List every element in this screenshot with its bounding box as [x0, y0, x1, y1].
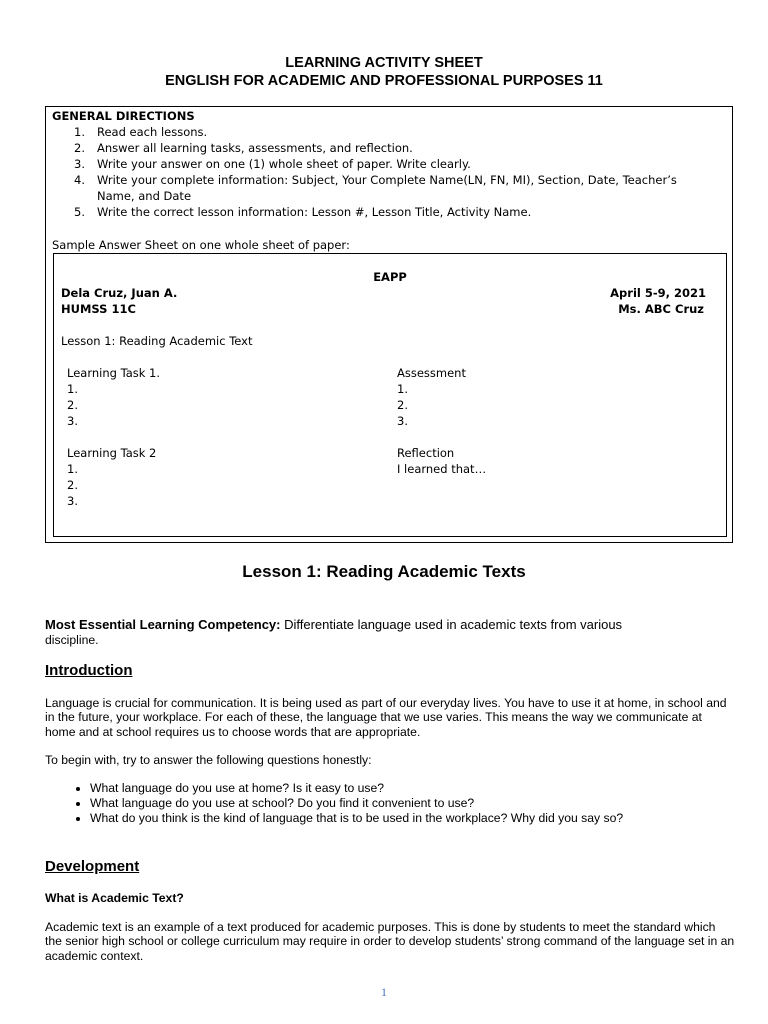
sample-label: Sample Answer Sheet on one whole sheet of paper: [52, 238, 350, 252]
melc-text: Differentiate language used in academic texts from various [280, 617, 623, 632]
page-number: 1 [381, 985, 387, 999]
sample-date: April 5-9, 2021 [610, 286, 706, 300]
sample-subject: EAPP [373, 270, 407, 284]
list-item: • What language do you use at home? Is it easy to use? [90, 781, 623, 796]
direction-text: Write your answer on one (1) whole sheet of paper. Write clearly. [97, 157, 471, 171]
direction-num: 5. [74, 205, 85, 219]
melc-line [45, 617, 622, 632]
melc-text-cont: discipline. [45, 633, 99, 647]
sample-assessment-item: 3. [397, 414, 408, 428]
sample-task1-item: 2. [67, 398, 78, 412]
sample-lesson: Lesson 1: Reading Academic Text [61, 334, 253, 348]
sheet-title: LEARNING ACTIVITY SHEET [285, 55, 483, 71]
development-paragraph: Academic text is an example of a text produced for academic purposes. This is done by students to meet the standard which the senior high school or college curriculum may require in order to develop students’ strong command of the language set in an academic context. [45, 920, 735, 963]
directions-heading: GENERAL DIRECTIONS [52, 109, 195, 123]
direction-text: Write your complete information: Subject, Your Complete Name(LN, FN, MI), Section, Date, Teacher’s [97, 173, 677, 187]
list-item: • What language do you use at school? Do you find it convenient to use? [90, 796, 623, 811]
melc-label: Most Essential Learning Competency: [45, 617, 281, 632]
sample-student-name: Dela Cruz, Juan A. [61, 286, 178, 300]
sample-assessment-item: 1. [397, 382, 408, 396]
sample-task1-item: 1. [67, 382, 78, 396]
direction-text: Answer all learning tasks, assessments, and reflection. [97, 141, 413, 155]
sample-teacher: Ms. ABC Cruz [618, 302, 704, 316]
direction-num: 4. [74, 173, 85, 187]
question-list [45, 781, 623, 825]
sample-reflection-text: I learned that… [397, 462, 487, 476]
sample-task2-item: 1. [67, 462, 78, 476]
sample-task2-item: 3. [67, 494, 78, 508]
sample-assessment-item: 2. [397, 398, 408, 412]
sample-answer-sheet [53, 253, 727, 537]
sample-reflection-title: Reflection [397, 446, 455, 460]
direction-num: 2. [74, 141, 85, 155]
introduction-heading: Introduction [45, 662, 133, 679]
sample-task1-title: Learning Task 1. [67, 366, 161, 380]
direction-text: Write the correct lesson information: Lesson #, Lesson Title, Activity Name. [97, 205, 532, 219]
sample-section: HUMSS 11C [61, 302, 136, 316]
academic-text-subheading: What is Academic Text? [45, 891, 184, 905]
introduction-prompt: To begin with, try to answer the following questions honestly: [45, 753, 372, 767]
directions-box [45, 106, 733, 543]
direction-text: Read each lessons. [97, 125, 208, 139]
development-heading: Development [45, 858, 140, 875]
list-item: • What do you think is the kind of language that is to be used in the workplace? Why did you say so? [90, 811, 623, 826]
introduction-paragraph: Language is crucial for communication. It is being used as part of our everyday lives. You have to use it at home, in school and in the future, your workplace. For each of these, the language that we use varies. This means the way we communicate at home and at school requires us to choose words that are appropriate. [45, 696, 727, 739]
sample-assessment-title: Assessment [397, 366, 466, 380]
direction-num: 1. [74, 125, 85, 139]
sample-task2-title: Learning Task 2 [67, 446, 157, 460]
direction-text-cont: Name, and Date [97, 189, 192, 203]
sample-task1-item: 3. [67, 414, 78, 428]
sample-task2-item: 2. [67, 478, 78, 492]
course-title: ENGLISH FOR ACADEMIC AND PROFESSIONAL PURPOSES 11 [165, 73, 603, 89]
direction-num: 3. [74, 157, 85, 171]
lesson-title: Lesson 1: Reading Academic Texts [242, 562, 526, 581]
